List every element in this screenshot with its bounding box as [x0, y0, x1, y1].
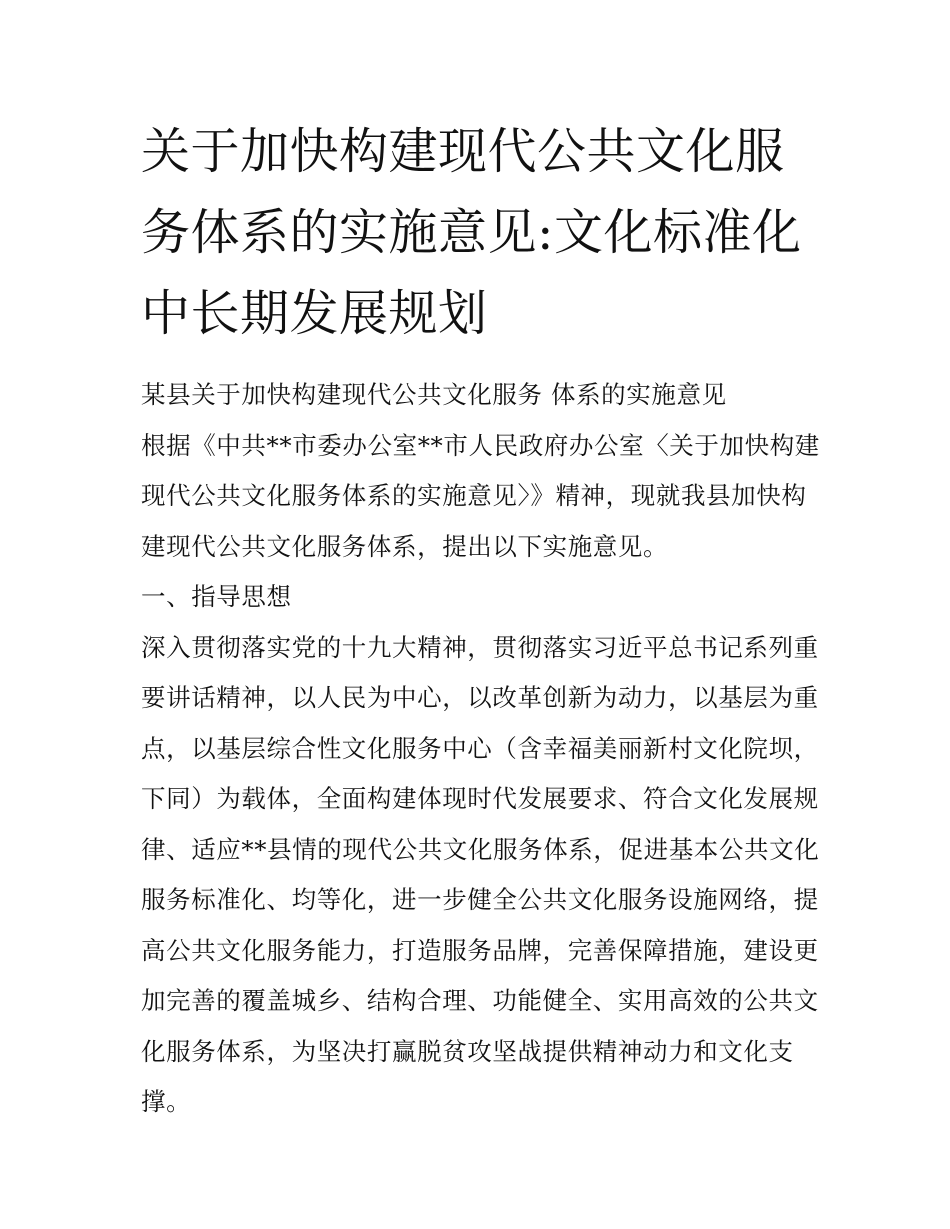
section-heading: 一、指导思想 [141, 582, 292, 611]
paragraph-line: 深入贯彻落实党的十九大精神，贯彻落实习近平总书记系列重 [141, 632, 819, 662]
document-content [141, 111, 821, 1128]
paragraph-line: 根据《中共**市委办公室**市人民政府办公室〈关于加快构建 [141, 430, 820, 460]
paragraph-line: 撑。 [141, 1087, 192, 1116]
title-line: 中长期发展规划 [141, 285, 488, 342]
paragraph-line: 化服务体系，为坚决打赢脱贫攻坚战提供精神动力和文化支 [141, 1036, 794, 1066]
paragraph-line: 律、适应**县情的现代公共文化服务体系，促进基本公共文化 [141, 834, 820, 864]
paragraph-line: 建现代公共文化服务体系，提出以下实施意见。 [141, 531, 669, 561]
subtitle-line: 某县关于加快构建现代公共文化服务 体系的实施意见 [141, 380, 727, 409]
paragraph-line: 现代公共文化服务体系的实施意见〉》精神，现就我县加快构 [141, 481, 807, 510]
document-body [141, 370, 821, 1128]
title-line: 关于加快构建现代公共文化服 [141, 123, 785, 180]
paragraph-line: 加完善的覆盖城乡、结构合理、功能健全、实用高效的公共文 [141, 986, 819, 1015]
title-line: 务体系的实施意见:文化标准化 [141, 204, 802, 261]
paragraph-line: 点，以基层综合性文化服务中心（含幸福美丽新村文化院坝， [141, 733, 819, 763]
document-title [141, 111, 821, 354]
paragraph-line: 高公共文化服务能力，打造服务品牌，完善保障措施，建设更 [141, 935, 819, 965]
paragraph-line: 要讲话精神，以人民为中心，以改革创新为动力，以基层为重 [141, 683, 819, 712]
paragraph-line: 服务标准化、均等化，进一步健全公共文化服务设施网络，提 [141, 885, 819, 914]
paragraph-line: 下同）为载体，全面构建体现时代发展要求、符合文化发展规 [141, 784, 819, 813]
